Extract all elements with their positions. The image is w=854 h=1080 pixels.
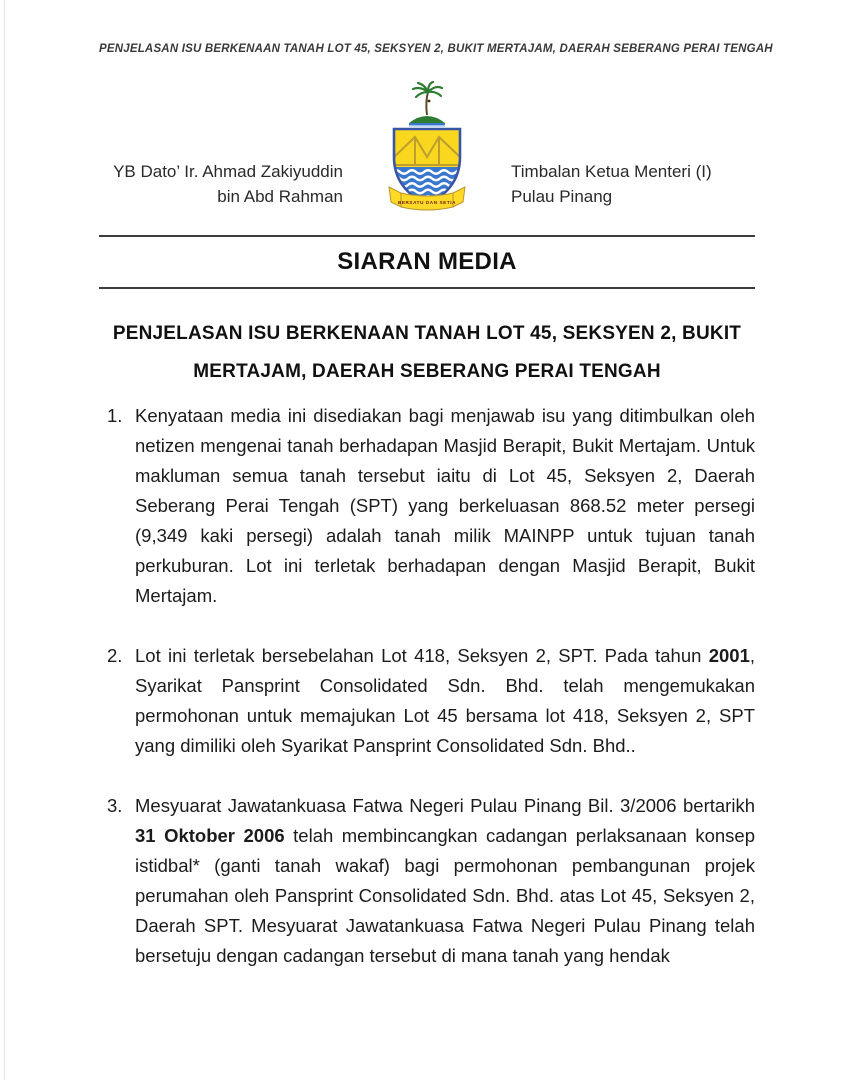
official-title-line2: Pulau Pinang xyxy=(511,187,613,206)
page-edge-divider xyxy=(4,0,5,1080)
siaran-media-banner: SIARAN MEDIA xyxy=(337,248,517,275)
palm-tree-icon xyxy=(413,82,442,115)
official-name-block xyxy=(99,159,343,213)
paragraph-number: 1. xyxy=(107,405,123,426)
official-name-line1: YB Dato’ Ir. Ahmad Zakiyuddin xyxy=(113,162,343,181)
paragraph-text: Kenyataan media ini disediakan bagi menjawab isu yang ditimbulkan oleh netizen mengenai tanah berhadapan Masjid Berapit, Bukit Mertajam. Untuk makluman semua tanah tersebut iaitu di Lot 45, Seksyen 2, Daerah Seberang Perai Tengah (SPT) yang berkeluasan 868.52 meter persegi (9,349 kaki persegi) adalah tanah milik MAINPP untuk tujuan tanah perkuburan. Lot ini terletak berhadapan dengan Masjid Berapit, Bukit Mertajam. xyxy=(135,405,755,606)
paragraph-item xyxy=(99,641,755,761)
paragraph-text: Lot ini terletak bersebelahan Lot 418, Seksyen 2, SPT. Pada tahun 2001, Syarikat Pansprint Consolidated Sdn. Bhd. telah mengemukakan permohonan untuk memajukan Lot 45 bersama lot 418, Seksyen 2, SPT yang dimiliki oleh Syarikat Pansprint Consolidated Sdn. Bhd.. xyxy=(135,645,755,756)
running-header: PENJELASAN ISU BERKENAAN TANAH LOT 45, SEKSYEN 2, BUKIT MERTAJAM, DAERAH SEBERANG PERAI TENGAH xyxy=(99,43,773,55)
island-mound-icon xyxy=(409,116,445,127)
paragraph-number: 3. xyxy=(107,795,123,816)
paragraph-item xyxy=(99,401,755,611)
document-title: PENJELASAN ISU BERKENAAN TANAH LOT 45, SEKSYEN 2, BUKIT MERTAJAM, DAERAH SEBERANG PERAI TENGAH xyxy=(112,323,742,382)
paragraph-text: Mesyuarat Jawatankuasa Fatwa Negeri Pulau Pinang Bil. 3/2006 bertarikh 31 Oktober 2006 telah membincangkan cadangan perlaksanaan konsep istidbal* (ganti tanah wakaf) bagi permohonan pembangunan projek perumahan oleh Pansprint Consolidated Sdn. Bhd. atas Lot 45, Seksyen 2, Daerah SPT. Mesyuarat Jawatankuasa Fatwa Negeri Pulau Pinang telah bersetuju dengan cadangan tersebut di mana tanah yang hendak xyxy=(135,795,755,966)
paragraph-list xyxy=(99,401,755,971)
official-name-line2: bin Abd Rahman xyxy=(217,187,343,206)
penang-crest-icon xyxy=(367,81,487,213)
crest-motto: BERSATU DAN SETIA xyxy=(397,200,457,205)
official-title-line1: Timbalan Ketua Menteri (I) xyxy=(511,162,712,181)
paragraph-item xyxy=(99,791,755,971)
paragraph-number: 2. xyxy=(107,645,123,666)
official-title-block xyxy=(511,159,755,213)
officials-row xyxy=(99,81,755,213)
horizontal-rule-bottom xyxy=(99,287,755,289)
